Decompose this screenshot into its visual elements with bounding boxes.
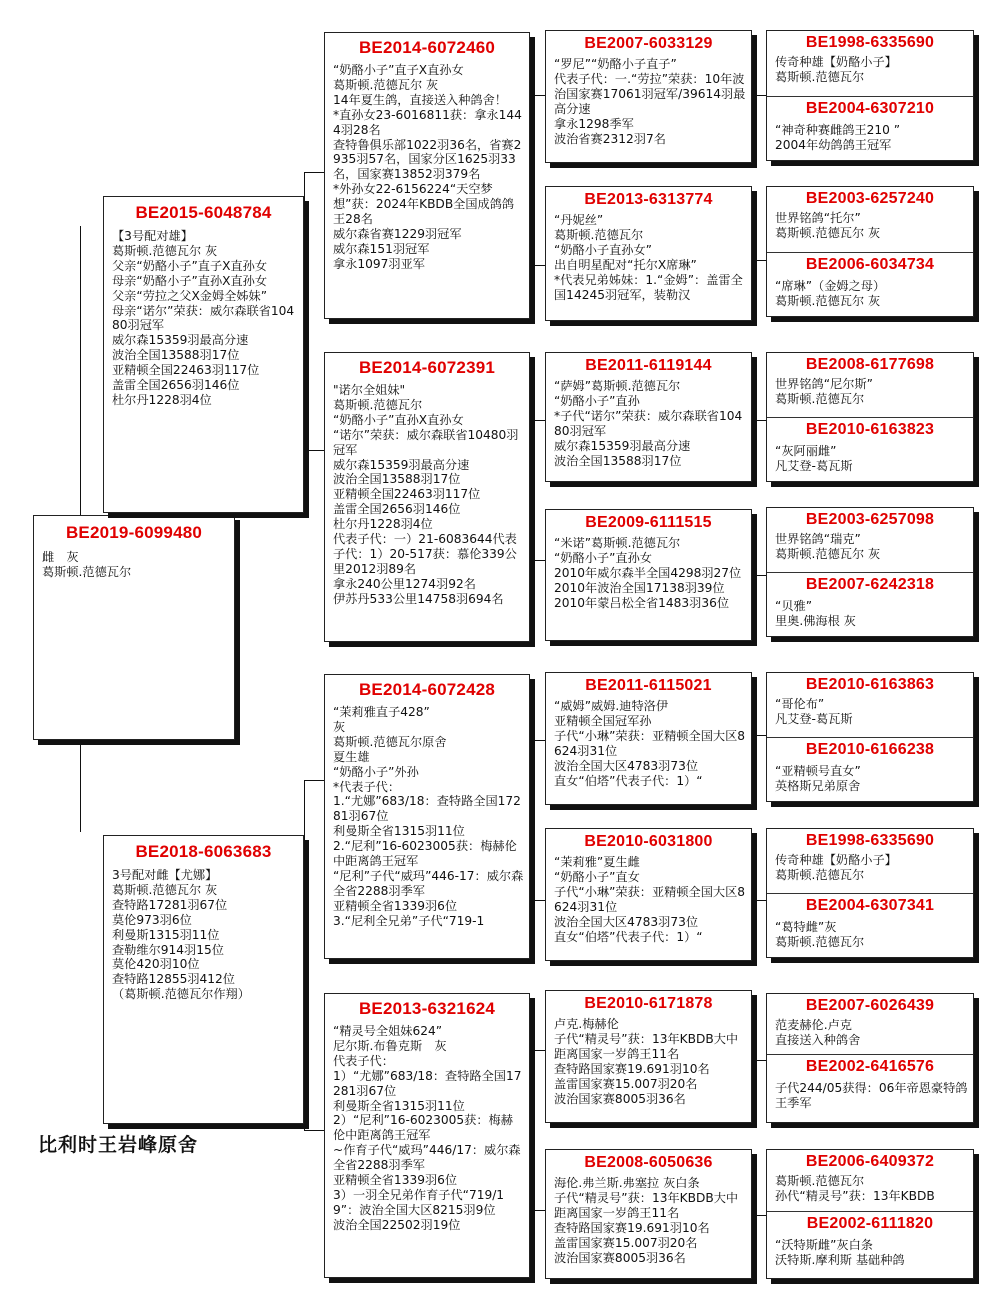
pigeon-details: “罗尼”“奶酪小子直子” 代表子代：一.“劳拉”荣获：10年波治国家赛17061羽冠军/39614羽最高分速 拿永1298季军 波治省赛2312羽7名 (554, 57, 746, 146)
ring-number: BE2009-6111515 (585, 514, 712, 531)
ring-number: BE2010-6163863 (805, 676, 935, 693)
g5-pair-card (766, 30, 974, 161)
connector (80, 226, 81, 516)
pigeon-details: 3号配对雌【尤娜】 葛斯顿.范德瓦尔 灰 查特路17281羽67位 莫伦973羽6位 利曼斯1315羽11位 查勒维尔914羽15位 莫伦420羽10位 查特路12855羽412位 （葛斯顿.范德瓦尔作翔） (112, 868, 250, 1002)
connector (530, 420, 545, 421)
grandparent-card (324, 352, 530, 642)
ring-number: BE2010-6166238 (805, 741, 935, 758)
pigeon-details: “神奇种赛雌鸽王210 ” 2004年幼鸽鸽王冠军 (775, 123, 901, 152)
connector (530, 740, 545, 741)
pigeon-details: “威姆”威姆.迪特洛伊 亚精顿全国冠军孙 子代“小琳”荣获：亚精顿全国大区8624羽31位 波治全国大区4783羽73位 直女“伯塔”代表子代：1）“ (554, 699, 746, 788)
g5-pair-card (766, 352, 974, 482)
great-grandparent-card (545, 990, 752, 1123)
ring-number: BE2019-6099480 (65, 523, 203, 542)
pigeon-details: “茉莉雅直子428” 灰 葛斯顿.范德瓦尔原舍 夏生雄 “奶酪小子”外孙 *代表子代： 1.“尤娜”683/18：查特路全国17281羽67位 利曼斯全省1315羽11位 2.“尼利”16-6023005获：梅赫伦中距离鸽王冠军 “尼利”子代“威玛”446-17：威尔森全省2288羽季军 亚精顿全省1339羽6位 3.“尼利全兄弟”子代“719-1 (333, 705, 524, 928)
pigeon-details: 世界铭鸽“瑞克” 葛斯顿.范德瓦尔 灰 (775, 532, 881, 561)
connector (304, 1130, 324, 1131)
ring-number: BE2013-6321624 (358, 999, 496, 1018)
ring-number: BE2014-6072428 (358, 680, 496, 699)
ring-number: BE2011-6115021 (585, 677, 712, 694)
great-grandparent-card (545, 509, 752, 641)
ring-number: BE2007-6033129 (584, 35, 713, 52)
divider (767, 1054, 973, 1055)
sire-card (103, 196, 304, 513)
pigeon-details: “沃特斯雌”灰白条 沃特斯.摩利斯 基础种鸽 (775, 1238, 905, 1267)
divider (767, 893, 973, 894)
great-grandparent-card (545, 186, 752, 321)
connector (752, 900, 766, 901)
pigeon-details: 范麦赫伦.卢克 直接送入种鸽舍 (775, 1018, 861, 1047)
great-grandparent-card (545, 672, 752, 805)
pigeon-details: “萨姆”葛斯顿.范德瓦尔 “奶酪小子”直孙 *子代“诺尔”荣获：威尔森联省10480羽冠军 威尔森15359羽最高分速 波治全国13588羽17位 (554, 379, 743, 468)
pigeon-details: “席琳”（金姆之母） 葛斯顿.范德瓦尔 灰 (775, 279, 886, 308)
pigeon-details: 葛斯顿.范德瓦尔 孙代“精灵号”获：13年KBDB (775, 1174, 935, 1203)
ring-number: BE2015-6048784 (135, 203, 272, 222)
connector (530, 265, 545, 266)
pigeon-details: 雌 灰 葛斯顿.范德瓦尔 (42, 550, 132, 579)
g5-pair-card (766, 507, 974, 637)
connector (530, 1210, 545, 1211)
connector (752, 95, 766, 96)
ring-number: BE1998-6335690 (805, 832, 935, 849)
divider (767, 737, 973, 738)
ring-number: BE2018-6063683 (135, 842, 272, 861)
pigeon-details: “丹妮丝” 葛斯顿.范德瓦尔 “奶酪小子直孙女” 出自明星配对“托尔X席琳” *代表兄弟姊妹：1.“金姆”：盖雷全国14245羽冠军，装勒汉 (554, 213, 743, 302)
ring-number: BE2013-6313774 (584, 191, 713, 208)
g5-pair-card (766, 186, 974, 317)
ring-number: BE2014-6072391 (358, 358, 496, 377)
ring-number: BE2003-6257240 (805, 190, 935, 207)
connector (304, 780, 324, 781)
connector (530, 1050, 545, 1051)
pigeon-details: “米诺”葛斯顿.范德瓦尔 “奶酪小子”直孙女 2010年威尔森半全国4298羽27位 2010年波治全国17138羽39位 2010年蒙吕松全省1483羽36位 (554, 536, 742, 610)
ring-number: BE2011-6119144 (585, 357, 712, 374)
ring-number: BE2002-6111820 (806, 1215, 934, 1232)
connector (530, 95, 531, 265)
pigeon-details: “精灵号全姐妹624” 尼尔斯.布鲁克斯 灰 代表子代： 1）“尤娜”683/18：查特路全国17281羽67位 利曼斯全省1315羽11位 2）“尼利”16-6023005获：梅赫伦中距离鸽王冠军 ~作育子代“威玛”446/17：威尔森全省2288羽季军 亚精顿全省1339羽6位 3）一羽全兄弟作育子代“719/19”：波治全国大区8215羽9位 波治全国22502羽19位 (333, 1024, 522, 1232)
pigeon-details: 世界铭鸽“托尔” 葛斯顿.范德瓦尔 灰 (775, 211, 881, 240)
connector (80, 740, 81, 832)
ring-number: BE2010-6031800 (584, 833, 713, 850)
g5-pair-card (766, 993, 974, 1123)
connector (304, 172, 324, 173)
great-grandparent-card (545, 1149, 752, 1279)
connector (304, 1070, 305, 1130)
pigeon-details: “葛特雌”灰 葛斯顿.范德瓦尔 (775, 920, 865, 949)
ring-number: BE2014-6072460 (358, 38, 496, 57)
divider (767, 96, 973, 97)
connector (752, 575, 766, 576)
connector (304, 172, 305, 312)
loft-name: 比利时王岩峰原舍 (38, 1134, 199, 1156)
connector (752, 1060, 766, 1061)
ring-number: BE2004-6307341 (805, 897, 935, 914)
pigeon-details: 卢克.梅赫伦 子代“精灵号”获：13年KBDB大中距离国家一岁鸽王11名 查特路国家赛19.691羽10名 盖雷国家赛15.007羽20名 波治国家赛8005羽36名 (554, 1017, 739, 1106)
ring-number: BE2006-6034734 (805, 256, 935, 273)
pigeon-details: 【3号配对雄】 葛斯顿.范德瓦尔 灰 父亲“奶酪小子”直子X直孙女 母亲“奶酪小子”直孙X直孙女 父亲“劳拉之父X金姆全姊妹” 母亲“诺尔”荣获：威尔森联省10480羽冠军 威尔森15359羽最高分速 波治全国13588羽17位 亚精顿全国22463羽117位 盖雷全国2656羽146位 杜尔丹1228羽4位 (112, 229, 295, 407)
pigeon-details: “灰阿丽雌” 凡艾登-葛瓦斯 (775, 444, 853, 473)
ring-number: BE2008-6177698 (805, 356, 935, 373)
connector (752, 735, 766, 736)
grandparent-card (324, 32, 530, 319)
divider (767, 572, 973, 573)
connector (530, 900, 545, 901)
divider (767, 1211, 973, 1212)
divider (767, 252, 973, 253)
pigeon-details: 传奇种雄【奶酪小子】 葛斯顿.范德瓦尔 (775, 853, 897, 882)
ring-number: BE2006-6409372 (805, 1153, 935, 1170)
ring-number: BE2007-6026439 (805, 997, 935, 1014)
pigeon-details: 世界铭鸽“尼尔斯” 葛斯顿.范德瓦尔 (775, 377, 873, 406)
g5-pair-card (766, 828, 974, 958)
ring-number: BE2010-6163823 (805, 421, 935, 438)
ring-number: BE2003-6257098 (805, 511, 935, 528)
pigeon-details: "诺尔全姐妹" 葛斯顿.范德瓦尔 “奶酪小子”直孙X直孙女 “诺尔”荣获：威尔森联省10480羽冠军 威尔森15359羽最高分速 波治全国13588羽17位 亚精顿全国22463羽117位 盖雷全国2656羽146位 杜尔丹1228羽4位 代表子代：一）21-6083644代表子代：1）20-517获：慕伦339公里2012羽89名 拿永240公里1274羽92名 伊苏丹533公里14758羽694名 (333, 383, 519, 606)
great-grandparent-card (545, 352, 752, 482)
pigeon-details: “哥伦布” 凡艾登-葛瓦斯 (775, 697, 853, 726)
connector (752, 1215, 766, 1216)
pigeon-details: “奶酪小子”直子X直孙女 葛斯顿.范德瓦尔 灰 14年夏生鸽，直接送入种鸽舍！ *直孙女23-6016811获：拿永1444羽28名 查特鲁俱乐部1022羽36名，省赛2935羽57名，国家分区1625羽33名，国家赛13852羽379名 *外孙女22-6156224“天空梦想”获：2024年KBDB全国成鸽鸽王28名 威尔森省赛1229羽冠军 威尔森151羽冠军 拿永1097羽亚军 (333, 63, 522, 271)
connector (752, 260, 766, 261)
grandparent-card (324, 993, 530, 1278)
connector (304, 780, 305, 870)
g5-pair-card (766, 672, 974, 802)
ring-number: BE1998-6335690 (805, 34, 935, 51)
great-grandparent-card (545, 30, 752, 163)
ring-number: BE2004-6307210 (805, 100, 935, 117)
ring-number: BE2008-6050636 (584, 1154, 713, 1171)
ring-number: BE2010-6171878 (584, 995, 713, 1012)
connector (304, 450, 324, 451)
dam-card (103, 835, 304, 1124)
grandparent-card (324, 674, 530, 959)
ring-number: BE2007-6242318 (805, 576, 935, 593)
pigeon-details: “茉莉雅”夏生雌 “奶酪小子”直女 子代“小琳”荣获：亚精顿全国大区8624羽31位 波治全国大区4783羽73位 直女“伯塔”代表子代：1）“ (554, 855, 746, 944)
connector (752, 420, 766, 421)
divider (767, 417, 973, 418)
connector (530, 95, 545, 96)
g5-pair-card (766, 1149, 974, 1279)
connector (530, 560, 545, 561)
subject-pigeon-card (33, 515, 235, 740)
pigeon-details: 传奇种雄【奶酪小子】 葛斯顿.范德瓦尔 (775, 55, 897, 84)
great-grandparent-card (545, 828, 752, 961)
pigeon-details: 海伦.弗兰斯.弗塞拉 灰白条 子代“精灵号”获：13年KBDB大中距离国家一岁鸽王11名 查特路国家赛19.691羽10名 盖雷国家赛15.007羽20名 波治国家赛8005羽36名 (554, 1176, 739, 1265)
pigeon-details: “贝雅” 里奥.佛海根 灰 (775, 599, 856, 628)
pigeon-details: “亚精顿号直女” 英格斯兄弟原舍 (775, 764, 861, 793)
pigeon-details: 子代244/05获得：06年帝恩豪特鸽王季军 (775, 1081, 968, 1110)
ring-number: BE2002-6416576 (805, 1058, 935, 1075)
